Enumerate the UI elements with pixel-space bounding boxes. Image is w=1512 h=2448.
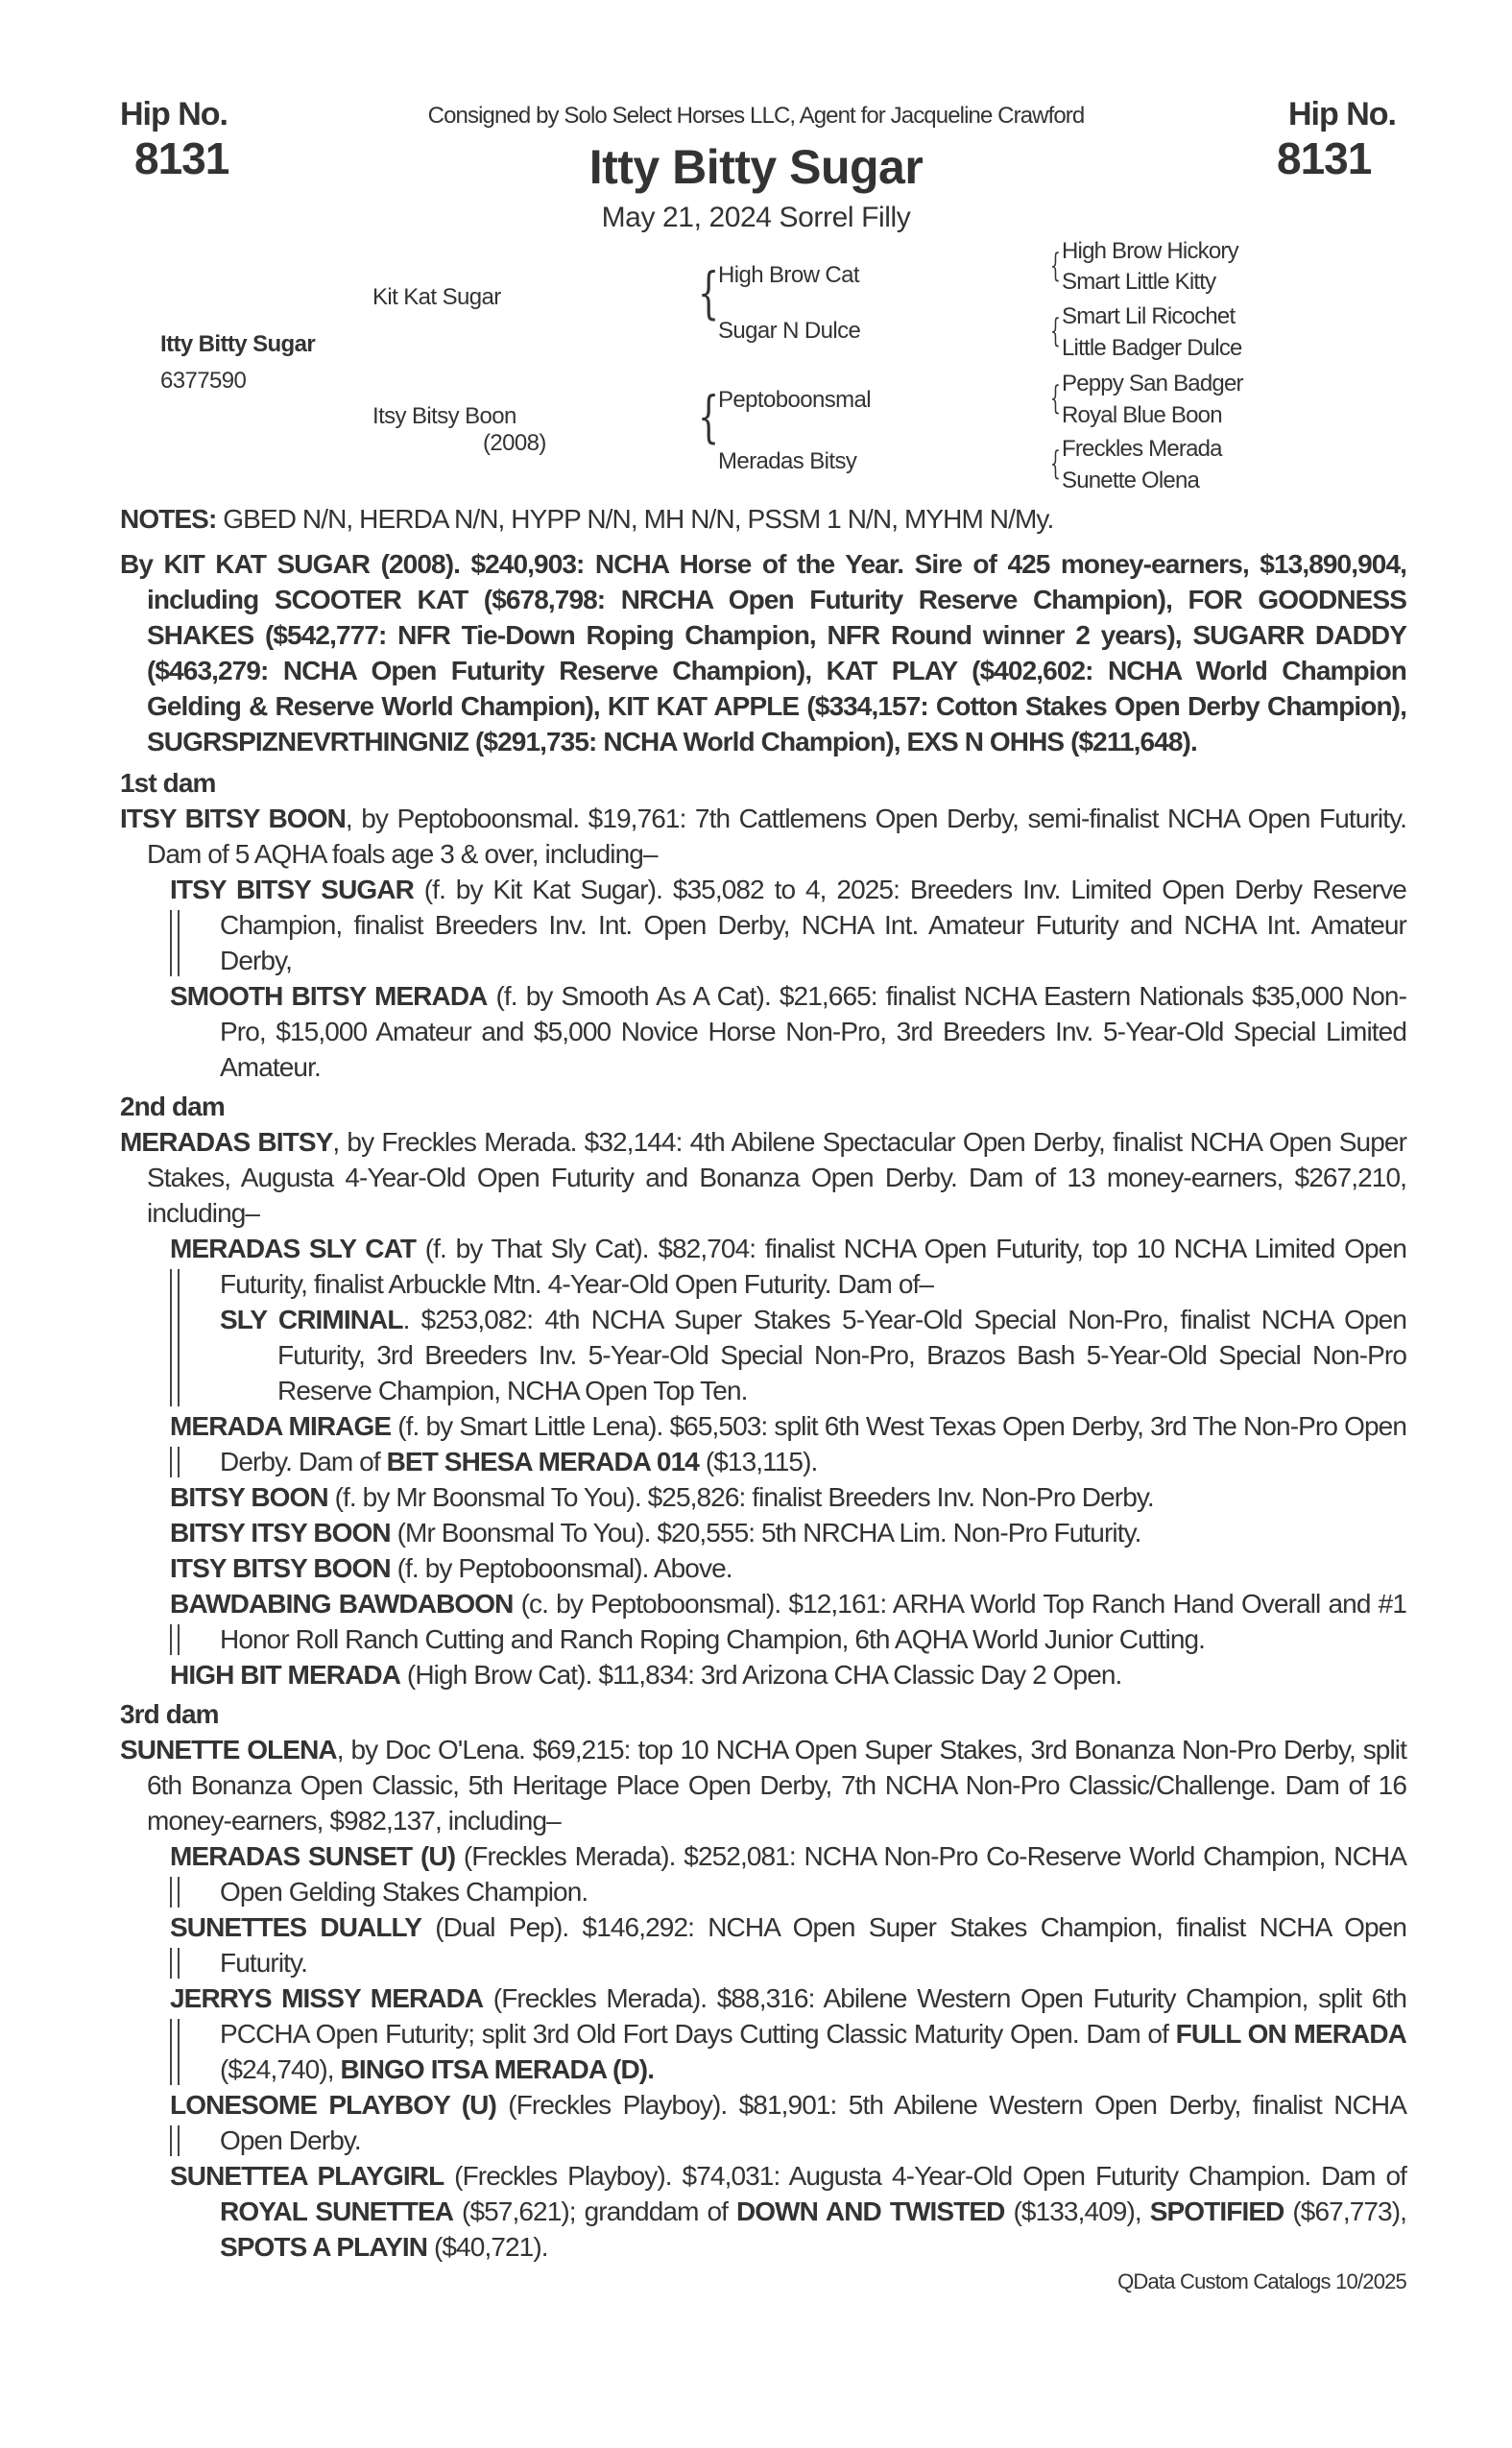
section-heading: 2nd dam bbox=[120, 1092, 225, 1121]
produce-text: (High Brow Cat). $11,834: 3rd Arizona CHA Classic Day 2 Open. bbox=[400, 1660, 1122, 1690]
produce-offspring-name: SPOTS A PLAYIN bbox=[220, 2232, 428, 2262]
produce-entry bbox=[170, 1550, 1406, 1586]
catalog-body bbox=[120, 501, 1406, 2295]
produce-name: SUNETTEA PLAYGIRL bbox=[170, 2161, 444, 2191]
produce-offspring-name: DOWN AND TWISTED bbox=[735, 2196, 1005, 2226]
produce-text: (f. by That Sly Cat). $82,704: finalist NCHA Open Futurity, top 10 NCHA Limited Open Futurity, finalist Arbuckle Mtn. 4-Year-Old Open Futurity. Dam of– bbox=[220, 1234, 1407, 1299]
brace-icon: { bbox=[698, 384, 720, 449]
produce-text: (Freckles Merada). $88,316: Abilene Western Open Futurity Champion, split 6th PCCHA Open Futurity; split 3rd Old Fort Days Cutting Classic Maturity Open. Dam of bbox=[220, 1983, 1407, 2049]
produce-offspring-name: SPOTIFIED bbox=[1149, 2196, 1284, 2226]
produce-name: BITSY ITSY BOON bbox=[170, 1518, 391, 1548]
produce-name: MERADA MIRAGE bbox=[170, 1411, 392, 1441]
produce-text: (f. by Smart Little Lena). $65,503: split 6th West Texas Open Derby, 3rd The Non-Pro Open Derby. Dam of bbox=[220, 1411, 1406, 1476]
third-dam-section bbox=[120, 1696, 1406, 2265]
pedigree-subject-name: Itty Bitty Sugar bbox=[160, 331, 316, 357]
pedigree-dam-dam: Meradas Bitsy bbox=[718, 448, 857, 474]
dam-text: , by Freckles Merada. $32,144: 4th Abilene Spectacular Open Derby, finalist NCHA Open Super Stakes, Augusta 4-Year-Old Open Futurity and Bonanza Open Derby. Dam of 13 money-earners, $267,210, including– bbox=[147, 1127, 1406, 1228]
produce-offspring-name: FULL ON MERADA bbox=[1175, 2019, 1406, 2049]
brace-icon: { bbox=[1050, 312, 1061, 350]
foaling-info: May 21, 2024 Sorrel Filly bbox=[601, 202, 911, 233]
produce-entry bbox=[170, 2087, 1406, 2158]
produce-name: SUNETTES DUALLY bbox=[170, 1912, 421, 1942]
pedigree-gen3-8: Sunette Olena bbox=[1062, 468, 1200, 493]
produce-text: ($67,773), bbox=[1284, 2196, 1407, 2226]
produce-name: JERRYS MISSY MERADA bbox=[170, 1983, 484, 2013]
produce-offspring-name: BET SHESA MERADA 014 bbox=[386, 1447, 699, 1476]
produce-entry bbox=[170, 1515, 1406, 1550]
produce-entry bbox=[170, 1231, 1406, 1408]
produce-entry bbox=[170, 1909, 1406, 1980]
produce-entry bbox=[170, 978, 1406, 1085]
pedigree-dam-year: (2008) bbox=[483, 430, 546, 456]
produce-entry bbox=[170, 2158, 1406, 2265]
pedigree-gen3-5: Peppy San Badger bbox=[1062, 371, 1243, 396]
notes-label: NOTES: bbox=[120, 504, 217, 534]
dam-paragraph bbox=[120, 1732, 1406, 1838]
produce-sub-entry bbox=[199, 1302, 1406, 1408]
produce-name: MERADAS SUNSET (U) bbox=[170, 1841, 456, 1871]
produce-text: (f. by Peptoboonsmal). Above. bbox=[390, 1553, 732, 1583]
produce-entry bbox=[170, 872, 1406, 978]
produce-entry bbox=[170, 1586, 1406, 1657]
produce-name: LONESOME PLAYBOY (U) bbox=[170, 2090, 496, 2120]
produce-text: (c. by Peptoboonsmal). $12,161: ARHA World Top Ranch Hand Overall and #1 Honor Roll Ranch Cutting and Ranch Roping Champion, 6th AQHA World Junior Cutting. bbox=[220, 1589, 1406, 1654]
produce-text: (Freckles Playboy). $74,031: Augusta 4-Year-Old Open Futurity Champion. Dam of bbox=[444, 2161, 1406, 2191]
pedigree-sire: Kit Kat Sugar bbox=[372, 284, 501, 310]
produce-name: BITSY BOON bbox=[170, 1482, 328, 1512]
produce-entry bbox=[170, 1408, 1406, 1479]
pedigree-gen3-2: Smart Little Kitty bbox=[1062, 269, 1216, 295]
first-dam-section bbox=[120, 765, 1406, 1085]
dam-paragraph bbox=[120, 1124, 1406, 1231]
hip-number-right: 8131 bbox=[1277, 133, 1372, 183]
dam-paragraph bbox=[120, 801, 1406, 872]
notes-text: GBED N/N, HERDA N/N, HYPP N/N, MH N/N, PSSM 1 N/N, MYHM N/My. bbox=[216, 504, 1054, 534]
produce-text: (Dual Pep). $146,292: NCHA Open Super Stakes Champion, finalist NCHA Open Futurity. bbox=[220, 1912, 1406, 1978]
hip-label-right: Hip No. bbox=[1288, 96, 1396, 132]
produce-text: (Mr Boonsmal To You). $20,555: 5th NRCHA Lim. Non-Pro Futurity. bbox=[390, 1518, 1141, 1548]
pedigree-gen3-1: High Brow Hickory bbox=[1062, 238, 1238, 264]
pedigree-gen3-7: Freckles Merada bbox=[1062, 436, 1222, 462]
produce-offspring-name: ROYAL SUNETTEA bbox=[220, 2196, 454, 2226]
section-heading: 3rd dam bbox=[120, 1699, 219, 1729]
produce-offspring-name: BINGO ITSA MERADA (D). bbox=[340, 2054, 655, 2084]
pedigree-gen3-3: Smart Lil Ricochet bbox=[1062, 303, 1236, 329]
produce-name: ITSY BITSY SUGAR bbox=[170, 875, 414, 904]
produce-name: HIGH BIT MERADA bbox=[170, 1660, 401, 1690]
dam-name: ITSY BITSY BOON bbox=[120, 804, 346, 833]
produce-name: BAWDABING BAWDABOON bbox=[170, 1589, 514, 1619]
hip-number-left: 8131 bbox=[134, 133, 229, 183]
produce-name: SLY CRIMINAL bbox=[220, 1305, 403, 1334]
genetic-notes bbox=[120, 501, 1406, 537]
pedigree-dam: Itsy Bitsy Boon bbox=[372, 403, 516, 429]
produce-text: ($57,621); granddam of bbox=[453, 2196, 736, 2226]
dam-text: , by Peptoboonsmal. $19,761: 7th Cattlemens Open Derby, semi-finalist NCHA Open Futurity. Dam of 5 AQHA foals age 3 & over, including– bbox=[147, 804, 1406, 869]
produce-entry bbox=[170, 1838, 1406, 1909]
hip-label-left: Hip No. bbox=[120, 96, 228, 132]
produce-entry bbox=[170, 1657, 1406, 1692]
brace-icon: { bbox=[1050, 379, 1061, 418]
consignor-line: Consigned by Solo Select Horses LLC, Agent for Jacqueline Crawford bbox=[427, 103, 1085, 129]
pedigree-gen3-6: Royal Blue Boon bbox=[1062, 402, 1222, 428]
produce-entry bbox=[170, 1479, 1406, 1515]
produce-text: (Freckles Playboy). $81,901: 5th Abilene Western Open Derby, finalist NCHA Open Derby. bbox=[220, 2090, 1406, 2155]
produce-text: (Freckles Merada). $252,081: NCHA Non-Pro Co-Reserve World Champion, NCHA Open Gelding Stakes Champion. bbox=[220, 1841, 1406, 1907]
pedigree-sire-sire: High Brow Cat bbox=[718, 262, 859, 288]
section-heading: 1st dam bbox=[120, 768, 216, 798]
produce-name: SMOOTH BITSY MERADA bbox=[170, 981, 488, 1011]
produce-text: (f. by Mr Boonsmal To You). $25,826: finalist Breeders Inv. Non-Pro Derby. bbox=[327, 1482, 1154, 1512]
second-dam-section bbox=[120, 1089, 1406, 1692]
produce-name: ITSY BITSY BOON bbox=[170, 1553, 391, 1583]
produce-text: ($24,740), bbox=[220, 2054, 341, 2084]
pedigree-dam-sire: Peptoboonsmal bbox=[718, 387, 871, 413]
pedigree-gen3-4: Little Badger Dulce bbox=[1062, 335, 1242, 361]
produce-name: MERADAS SLY CAT bbox=[170, 1234, 417, 1263]
produce-text: ($133,409), bbox=[1004, 2196, 1150, 2226]
produce-text: (f. by Smooth As A Cat). $21,665: finalist NCHA Eastern Nationals $35,000 Non-Pro, $15,000 Amateur and $5,000 Novice Horse Non-Pro, 3rd Breeders Inv. 5-Year-Old Special Limited Amateur. bbox=[220, 981, 1406, 1082]
dam-name: MERADAS BITSY bbox=[120, 1127, 333, 1157]
brace-icon: { bbox=[1050, 444, 1061, 483]
sire-summary: By KIT KAT SUGAR (2008). $240,903: NCHA Horse of the Year. Sire of 425 money-earners, $13,890,904, including SCOOTER KAT ($678,798: NRCHA Open Futurity Reserve Champion), FOR GOODNESS SHAKES ($542,777: NFR Tie-Down Roping Champion, NFR Round winner 2 years), SUGARR DADDY ($463,279: NCHA Open Futurity Reserve Champion), KAT PLAY ($402,602: NCHA World Champion Gelding & Reserve World Champion), KIT KAT APPLE ($334,157: Cotton Stakes Open Derby Champion), SUGRSPIZNEVRTHINGNIZ ($291,735: NCHA World Champion), EXS N OHHS ($211,648). bbox=[120, 549, 1406, 756]
catalog-footer: QData Custom Catalogs 10/2025 bbox=[1117, 2269, 1406, 2293]
produce-text: (f. by Kit Kat Sugar). $35,082 to 4, 2025: Breeders Inv. Limited Open Derby Reserve Champion, finalist Breeders Inv. Int. Open Derby, NCHA Int. Amateur Futurity and NCHA Int. Amateur Derby, bbox=[220, 875, 1406, 975]
brace-icon: { bbox=[698, 260, 720, 325]
pedigree-sire-dam: Sugar N Dulce bbox=[718, 318, 861, 344]
horse-name-title: Itty Bitty Sugar bbox=[588, 140, 924, 194]
produce-entry bbox=[170, 1980, 1406, 2087]
produce-text: . $253,082: 4th NCHA Super Stakes 5-Year-Old Special Non-Pro, finalist NCHA Open Futurity, 3rd Breeders Inv. 5-Year-Old Special Non-Pro, Brazos Bash 5-Year-Old Special Non-Pro Reserve Champion, NCHA Open Top Ten. bbox=[277, 1305, 1406, 1405]
produce-text: ($13,115). bbox=[698, 1447, 818, 1476]
dam-name: SUNETTE OLENA bbox=[120, 1735, 337, 1764]
pedigree-reg-number: 6377590 bbox=[160, 368, 247, 394]
produce-text: ($40,721). bbox=[427, 2232, 548, 2262]
dam-text: , by Doc O'Lena. $69,215: top 10 NCHA Open Super Stakes, 3rd Bonanza Non-Pro Derby, split 6th Bonanza Open Classic, 5th Heritage Place Open Derby, 7th NCHA Non-Pro Classic/Challenge. Dam of 16 money-earners, $982,137, including– bbox=[147, 1735, 1406, 1836]
brace-icon: { bbox=[1050, 247, 1061, 285]
